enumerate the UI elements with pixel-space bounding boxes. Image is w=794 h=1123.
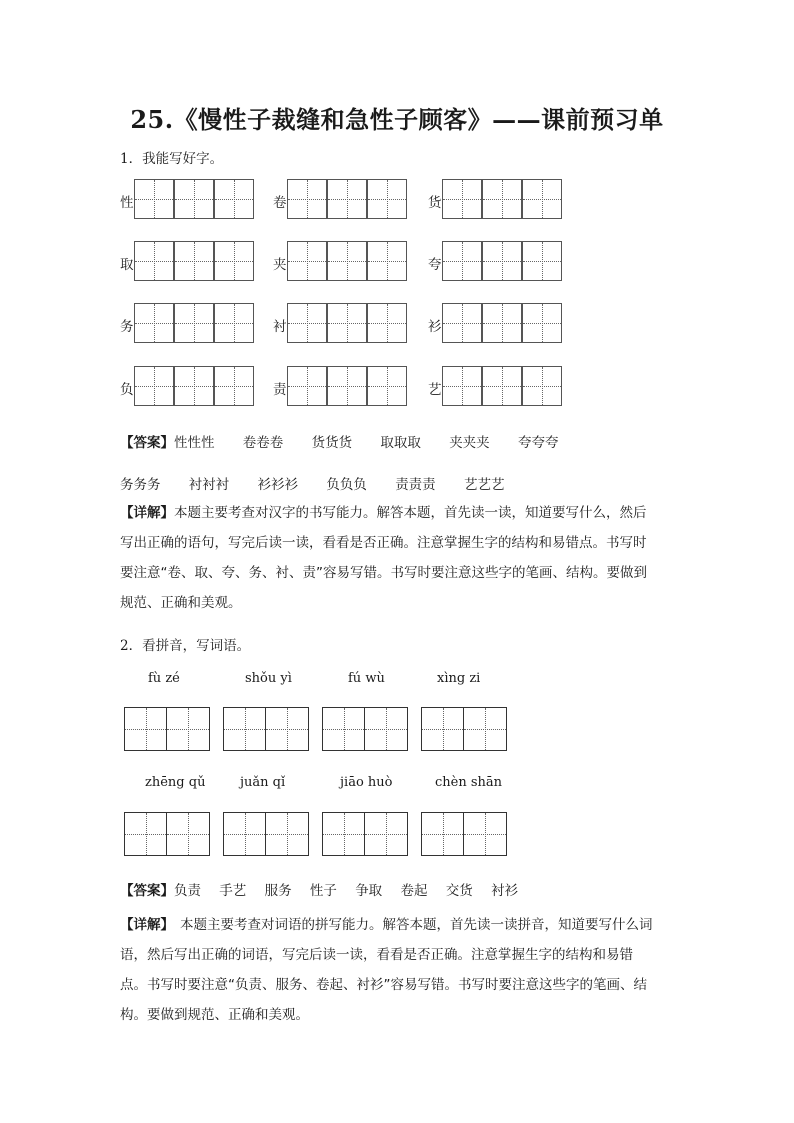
practice-character-label: 夸 (428, 257, 442, 273)
practice-character-label: 责 (273, 382, 287, 398)
word-writing-box[interactable] (421, 707, 507, 751)
writing-cell[interactable] (287, 366, 327, 406)
q1-detail-line: 写出正确的语句，写完后读一读，看看是否正确。注意掌握生字的结构和易错点。书写时 (120, 535, 647, 551)
pinyin-label: fù zé (148, 671, 180, 686)
writing-cell[interactable] (174, 241, 214, 281)
writing-cell[interactable] (482, 366, 522, 406)
q2-answer-item: 衬衫 (491, 883, 519, 899)
question-2-prompt: 2．看拼音，写词语。 (120, 638, 251, 654)
writing-cell[interactable] (367, 366, 407, 406)
writing-cell[interactable] (442, 303, 482, 343)
q2-detail-line: 点。书写时要注意“负责、服务、卷起、衬衫”容易写错。书写时要注意这些字的笔画、结 (120, 977, 647, 993)
q2-answer-line (120, 879, 518, 899)
q2-answer-item: 服务 (264, 883, 292, 899)
word-writing-box[interactable] (124, 707, 210, 751)
q2-detail-line: 构。要做到规范、正确和美观。 (120, 1007, 309, 1023)
writing-cell[interactable] (522, 179, 562, 219)
q2-detail-line: 本题主要考查对词语的拼写能力。解答本题，首先读一读拼音，知道要写什么词 (180, 917, 653, 933)
practice-character-label: 取 (120, 257, 134, 273)
writing-cell[interactable] (482, 241, 522, 281)
writing-cell[interactable] (214, 179, 254, 219)
writing-cell[interactable] (482, 303, 522, 343)
q1-answer-item: 责责责 (395, 477, 436, 493)
writing-cell[interactable] (367, 179, 407, 219)
q1-answer-item: 艺艺艺 (463, 477, 505, 493)
writing-cell[interactable] (287, 179, 327, 219)
q1-answer-line-1 (120, 431, 558, 451)
practice-character-label: 艺 (428, 382, 442, 398)
writing-cell[interactable] (214, 303, 254, 343)
writing-cell[interactable] (442, 241, 482, 281)
q1-detail (120, 498, 680, 618)
q1-detail-line: 规范、正确和美观。 (120, 595, 242, 611)
q1-answer-item: 负负负 (326, 477, 367, 493)
q1-answer-item: 货货货 (311, 435, 353, 451)
q1-answer-item: 夸夸夸 (517, 435, 559, 451)
writing-cell[interactable] (327, 179, 367, 219)
q1-answer-tag: 【答案】 (120, 435, 174, 451)
word-writing-box[interactable] (322, 812, 408, 856)
writing-cell[interactable] (174, 366, 214, 406)
q2-detail-tag: 【详解】 (120, 917, 174, 933)
q2-answer-tag: 【答案】 (120, 883, 174, 899)
writing-cell[interactable] (134, 179, 174, 219)
writing-cell[interactable] (367, 241, 407, 281)
word-writing-box[interactable] (223, 707, 309, 751)
writing-cell[interactable] (367, 303, 407, 343)
q2-answer-item: 交货 (445, 883, 473, 899)
writing-cell[interactable] (134, 241, 174, 281)
practice-character-label: 夹 (273, 257, 287, 273)
q1-answer-line-2 (120, 473, 504, 493)
writing-cell[interactable] (442, 179, 482, 219)
pinyin-label: jiāo huò (340, 775, 393, 790)
pinyin-label: juǎn qǐ (240, 775, 286, 790)
writing-cell[interactable] (214, 366, 254, 406)
q2-answer-item: 卷起 (400, 883, 428, 899)
q1-answer-item: 务务务 (120, 477, 161, 493)
q2-answer-item: 负责 (174, 883, 201, 899)
writing-cell[interactable] (287, 303, 327, 343)
writing-cell[interactable] (522, 303, 562, 343)
writing-cell[interactable] (134, 366, 174, 406)
writing-cell[interactable] (522, 366, 562, 406)
q1-answer-item: 性性性 (174, 435, 215, 451)
q1-detail-tag: 【详解】 (120, 505, 174, 521)
writing-cell[interactable] (287, 241, 327, 281)
q1-answer-item: 夹夹夹 (449, 435, 490, 451)
writing-cell[interactable] (327, 241, 367, 281)
practice-character-label: 衫 (428, 319, 442, 335)
practice-character-label: 负 (120, 382, 134, 398)
practice-character-label: 务 (120, 319, 134, 335)
writing-cell[interactable] (214, 241, 254, 281)
writing-cell[interactable] (482, 179, 522, 219)
q2-detail (120, 910, 680, 1030)
writing-cell[interactable] (327, 303, 367, 343)
pinyin-label: zhēng qǔ (145, 775, 206, 790)
writing-cell[interactable] (522, 241, 562, 281)
word-writing-box[interactable] (223, 812, 309, 856)
q1-answer-item: 卷卷卷 (242, 435, 284, 451)
q1-detail-line: 要注意“卷、取、夸、务、衬、责”容易写错。书写时要注意这些字的笔画、结构。要做到 (120, 565, 647, 581)
word-writing-box[interactable] (421, 812, 507, 856)
q2-answer-item: 性子 (309, 883, 337, 899)
pinyin-label: fú wù (348, 671, 385, 686)
writing-cell[interactable] (134, 303, 174, 343)
q2-answer-item: 手艺 (219, 883, 247, 899)
q1-answer-item: 衬衬衬 (188, 477, 230, 493)
practice-character-label: 性 (120, 195, 134, 211)
practice-character-label: 卷 (273, 195, 287, 211)
pinyin-label: shǒu yì (245, 671, 292, 686)
q2-detail-line: 语，然后写出正确的词语，写完后读一读，看看是否正确。注意掌握生字的结构和易错 (120, 947, 633, 963)
page-title: 25.《慢性子裁缝和急性子顾客》——课前预习单 (130, 105, 664, 134)
q1-answer-item: 取取取 (380, 435, 421, 451)
word-writing-box[interactable] (322, 707, 408, 751)
pinyin-label: xìng zi (437, 671, 481, 686)
writing-cell[interactable] (174, 179, 214, 219)
q2-answer-item: 争取 (355, 883, 383, 899)
writing-cell[interactable] (327, 366, 367, 406)
q1-answer-item: 衫衫衫 (257, 477, 299, 493)
question-1-prompt: 1．我能写好字。 (120, 151, 224, 167)
practice-character-label: 货 (428, 195, 442, 211)
q1-detail-line: 本题主要考查对汉字的书写能力。解答本题，首先读一读，知道要写什么，然后 (174, 505, 647, 521)
pinyin-label: chèn shān (435, 775, 503, 790)
word-writing-box[interactable] (124, 812, 210, 856)
writing-cell[interactable] (174, 303, 214, 343)
practice-character-label: 衬 (273, 319, 287, 335)
writing-cell[interactable] (442, 366, 482, 406)
